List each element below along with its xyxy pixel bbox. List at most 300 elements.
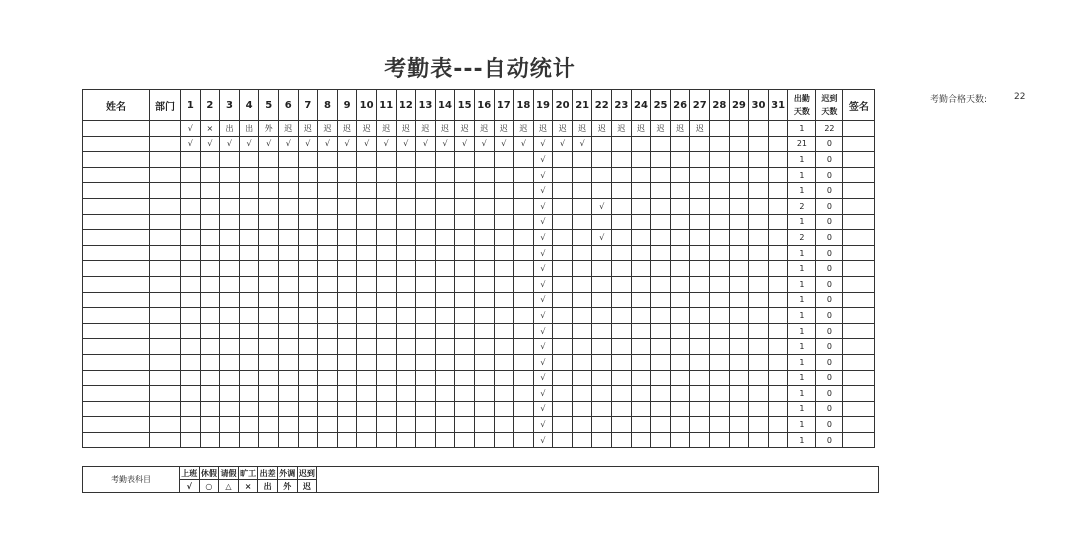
day-cell-18[interactable] xyxy=(514,354,534,370)
day-cell-5[interactable] xyxy=(259,370,279,386)
day-cell-19[interactable]: √ xyxy=(533,198,553,214)
day-cell-14[interactable] xyxy=(435,152,455,168)
day-cell-29[interactable] xyxy=(729,354,749,370)
name-cell[interactable] xyxy=(83,292,150,308)
day-cell-30[interactable] xyxy=(749,308,769,324)
day-cell-24[interactable] xyxy=(631,417,651,433)
day-cell-26[interactable] xyxy=(670,308,690,324)
day-cell-11[interactable] xyxy=(376,152,396,168)
day-cell-13[interactable] xyxy=(416,214,436,230)
signature-cell[interactable] xyxy=(843,276,875,292)
day-cell-21[interactable] xyxy=(572,308,592,324)
day-cell-28[interactable] xyxy=(710,432,730,448)
day-cell-17[interactable] xyxy=(494,230,514,246)
day-cell-26[interactable] xyxy=(670,214,690,230)
day-cell-10[interactable] xyxy=(357,386,377,402)
day-cell-5[interactable]: 外 xyxy=(259,121,279,137)
day-cell-20[interactable]: √ xyxy=(553,136,573,152)
signature-cell[interactable] xyxy=(843,183,875,199)
day-cell-8[interactable] xyxy=(318,308,338,324)
day-cell-27[interactable] xyxy=(690,276,710,292)
day-cell-20[interactable] xyxy=(553,323,573,339)
day-cell-22[interactable]: 迟 xyxy=(592,121,612,137)
day-cell-21[interactable] xyxy=(572,183,592,199)
department-cell[interactable] xyxy=(150,261,181,277)
day-cell-21[interactable] xyxy=(572,167,592,183)
day-cell-25[interactable] xyxy=(651,323,671,339)
day-cell-23[interactable] xyxy=(612,245,632,261)
day-cell-11[interactable] xyxy=(376,308,396,324)
day-cell-19[interactable]: √ xyxy=(533,276,553,292)
day-cell-13[interactable] xyxy=(416,230,436,246)
day-cell-17[interactable] xyxy=(494,370,514,386)
day-cell-9[interactable] xyxy=(337,308,357,324)
day-cell-3[interactable] xyxy=(220,198,240,214)
day-cell-10[interactable] xyxy=(357,261,377,277)
day-cell-5[interactable] xyxy=(259,245,279,261)
day-cell-22[interactable] xyxy=(592,323,612,339)
day-cell-22[interactable] xyxy=(592,167,612,183)
day-cell-1[interactable] xyxy=(181,386,201,402)
day-cell-29[interactable] xyxy=(729,401,749,417)
signature-cell[interactable] xyxy=(843,386,875,402)
day-cell-9[interactable] xyxy=(337,183,357,199)
day-cell-20[interactable] xyxy=(553,432,573,448)
day-cell-9[interactable] xyxy=(337,323,357,339)
day-cell-21[interactable] xyxy=(572,354,592,370)
day-cell-3[interactable] xyxy=(220,354,240,370)
day-cell-3[interactable]: 出 xyxy=(220,121,240,137)
day-cell-29[interactable] xyxy=(729,308,749,324)
day-cell-6[interactable] xyxy=(278,417,298,433)
day-cell-27[interactable] xyxy=(690,339,710,355)
day-cell-4[interactable] xyxy=(239,245,259,261)
day-cell-29[interactable] xyxy=(729,339,749,355)
day-cell-16[interactable] xyxy=(474,183,494,199)
day-cell-30[interactable] xyxy=(749,121,769,137)
day-cell-5[interactable] xyxy=(259,386,279,402)
day-cell-27[interactable] xyxy=(690,167,710,183)
day-cell-16[interactable]: √ xyxy=(474,136,494,152)
day-cell-28[interactable] xyxy=(710,167,730,183)
day-cell-7[interactable] xyxy=(298,245,318,261)
day-cell-17[interactable] xyxy=(494,432,514,448)
day-cell-24[interactable]: 迟 xyxy=(631,121,651,137)
day-cell-11[interactable] xyxy=(376,401,396,417)
day-cell-25[interactable] xyxy=(651,245,671,261)
day-cell-20[interactable] xyxy=(553,401,573,417)
day-cell-10[interactable] xyxy=(357,401,377,417)
day-cell-9[interactable] xyxy=(337,276,357,292)
day-cell-5[interactable]: √ xyxy=(259,136,279,152)
day-cell-15[interactable] xyxy=(455,198,475,214)
day-cell-18[interactable]: √ xyxy=(514,136,534,152)
day-cell-1[interactable] xyxy=(181,292,201,308)
day-cell-1[interactable] xyxy=(181,339,201,355)
department-cell[interactable] xyxy=(150,292,181,308)
day-cell-16[interactable] xyxy=(474,276,494,292)
day-cell-9[interactable] xyxy=(337,230,357,246)
day-cell-10[interactable] xyxy=(357,308,377,324)
day-cell-2[interactable] xyxy=(200,370,220,386)
day-cell-13[interactable] xyxy=(416,308,436,324)
day-cell-3[interactable] xyxy=(220,214,240,230)
name-cell[interactable] xyxy=(83,183,150,199)
day-cell-15[interactable] xyxy=(455,323,475,339)
department-cell[interactable] xyxy=(150,276,181,292)
day-cell-5[interactable] xyxy=(259,401,279,417)
day-cell-17[interactable] xyxy=(494,386,514,402)
day-cell-27[interactable] xyxy=(690,183,710,199)
day-cell-5[interactable] xyxy=(259,308,279,324)
day-cell-28[interactable] xyxy=(710,183,730,199)
day-cell-25[interactable] xyxy=(651,386,671,402)
day-cell-2[interactable] xyxy=(200,292,220,308)
day-cell-24[interactable] xyxy=(631,308,651,324)
day-cell-8[interactable] xyxy=(318,354,338,370)
day-cell-13[interactable] xyxy=(416,432,436,448)
day-cell-18[interactable] xyxy=(514,152,534,168)
day-cell-20[interactable] xyxy=(553,183,573,199)
day-cell-25[interactable] xyxy=(651,167,671,183)
day-cell-3[interactable] xyxy=(220,417,240,433)
day-cell-7[interactable] xyxy=(298,323,318,339)
day-cell-14[interactable] xyxy=(435,292,455,308)
day-cell-27[interactable] xyxy=(690,292,710,308)
department-cell[interactable] xyxy=(150,198,181,214)
day-cell-14[interactable] xyxy=(435,370,455,386)
day-cell-10[interactable] xyxy=(357,245,377,261)
day-cell-16[interactable]: 迟 xyxy=(474,121,494,137)
day-cell-10[interactable] xyxy=(357,417,377,433)
day-cell-8[interactable] xyxy=(318,152,338,168)
day-cell-8[interactable] xyxy=(318,214,338,230)
day-cell-30[interactable] xyxy=(749,401,769,417)
day-cell-6[interactable] xyxy=(278,167,298,183)
name-cell[interactable] xyxy=(83,308,150,324)
day-cell-20[interactable] xyxy=(553,261,573,277)
day-cell-22[interactable]: √ xyxy=(592,230,612,246)
day-cell-31[interactable] xyxy=(768,121,788,137)
day-cell-30[interactable] xyxy=(749,167,769,183)
day-cell-25[interactable] xyxy=(651,370,671,386)
department-cell[interactable] xyxy=(150,167,181,183)
day-cell-19[interactable]: √ xyxy=(533,308,553,324)
day-cell-10[interactable] xyxy=(357,323,377,339)
day-cell-27[interactable] xyxy=(690,136,710,152)
day-cell-1[interactable] xyxy=(181,432,201,448)
day-cell-10[interactable] xyxy=(357,214,377,230)
day-cell-6[interactable] xyxy=(278,152,298,168)
name-cell[interactable] xyxy=(83,370,150,386)
day-cell-27[interactable] xyxy=(690,214,710,230)
day-cell-2[interactable] xyxy=(200,230,220,246)
day-cell-1[interactable] xyxy=(181,370,201,386)
day-cell-3[interactable] xyxy=(220,386,240,402)
day-cell-15[interactable] xyxy=(455,308,475,324)
day-cell-12[interactable] xyxy=(396,308,416,324)
day-cell-6[interactable] xyxy=(278,386,298,402)
day-cell-2[interactable] xyxy=(200,401,220,417)
day-cell-17[interactable] xyxy=(494,276,514,292)
day-cell-17[interactable] xyxy=(494,198,514,214)
name-cell[interactable] xyxy=(83,339,150,355)
day-cell-28[interactable] xyxy=(710,401,730,417)
signature-cell[interactable] xyxy=(843,432,875,448)
day-cell-29[interactable] xyxy=(729,230,749,246)
day-cell-6[interactable] xyxy=(278,230,298,246)
day-cell-14[interactable] xyxy=(435,276,455,292)
department-cell[interactable] xyxy=(150,245,181,261)
day-cell-18[interactable] xyxy=(514,276,534,292)
day-cell-9[interactable] xyxy=(337,432,357,448)
day-cell-31[interactable] xyxy=(768,152,788,168)
day-cell-4[interactable] xyxy=(239,261,259,277)
day-cell-4[interactable] xyxy=(239,323,259,339)
day-cell-1[interactable] xyxy=(181,167,201,183)
day-cell-10[interactable] xyxy=(357,339,377,355)
day-cell-18[interactable] xyxy=(514,245,534,261)
day-cell-2[interactable] xyxy=(200,261,220,277)
day-cell-2[interactable]: √ xyxy=(200,136,220,152)
day-cell-6[interactable]: 迟 xyxy=(278,121,298,137)
day-cell-4[interactable] xyxy=(239,386,259,402)
day-cell-26[interactable] xyxy=(670,339,690,355)
day-cell-16[interactable] xyxy=(474,339,494,355)
day-cell-8[interactable] xyxy=(318,245,338,261)
day-cell-7[interactable] xyxy=(298,401,318,417)
day-cell-25[interactable] xyxy=(651,198,671,214)
day-cell-10[interactable] xyxy=(357,276,377,292)
day-cell-9[interactable]: 迟 xyxy=(337,121,357,137)
day-cell-6[interactable] xyxy=(278,183,298,199)
day-cell-19[interactable]: √ xyxy=(533,292,553,308)
day-cell-28[interactable] xyxy=(710,261,730,277)
day-cell-26[interactable] xyxy=(670,183,690,199)
day-cell-10[interactable] xyxy=(357,198,377,214)
day-cell-31[interactable] xyxy=(768,245,788,261)
day-cell-13[interactable] xyxy=(416,167,436,183)
day-cell-2[interactable] xyxy=(200,323,220,339)
day-cell-13[interactable] xyxy=(416,152,436,168)
day-cell-9[interactable] xyxy=(337,370,357,386)
day-cell-17[interactable] xyxy=(494,401,514,417)
day-cell-24[interactable] xyxy=(631,136,651,152)
day-cell-18[interactable] xyxy=(514,230,534,246)
day-cell-5[interactable] xyxy=(259,230,279,246)
day-cell-1[interactable] xyxy=(181,323,201,339)
day-cell-13[interactable] xyxy=(416,386,436,402)
day-cell-10[interactable] xyxy=(357,167,377,183)
day-cell-4[interactable] xyxy=(239,339,259,355)
day-cell-14[interactable]: 迟 xyxy=(435,121,455,137)
day-cell-7[interactable] xyxy=(298,370,318,386)
day-cell-26[interactable] xyxy=(670,417,690,433)
day-cell-9[interactable] xyxy=(337,198,357,214)
day-cell-2[interactable] xyxy=(200,276,220,292)
signature-cell[interactable] xyxy=(843,121,875,137)
day-cell-2[interactable] xyxy=(200,183,220,199)
day-cell-25[interactable] xyxy=(651,401,671,417)
day-cell-26[interactable] xyxy=(670,386,690,402)
day-cell-11[interactable] xyxy=(376,183,396,199)
day-cell-14[interactable] xyxy=(435,401,455,417)
day-cell-4[interactable] xyxy=(239,167,259,183)
day-cell-24[interactable] xyxy=(631,214,651,230)
day-cell-6[interactable] xyxy=(278,261,298,277)
day-cell-31[interactable] xyxy=(768,292,788,308)
day-cell-15[interactable] xyxy=(455,276,475,292)
day-cell-28[interactable] xyxy=(710,386,730,402)
day-cell-24[interactable] xyxy=(631,339,651,355)
day-cell-2[interactable] xyxy=(200,152,220,168)
day-cell-21[interactable] xyxy=(572,276,592,292)
day-cell-11[interactable] xyxy=(376,432,396,448)
day-cell-21[interactable] xyxy=(572,292,592,308)
day-cell-9[interactable] xyxy=(337,292,357,308)
day-cell-3[interactable]: √ xyxy=(220,136,240,152)
day-cell-30[interactable] xyxy=(749,417,769,433)
day-cell-29[interactable] xyxy=(729,183,749,199)
day-cell-13[interactable] xyxy=(416,183,436,199)
day-cell-14[interactable] xyxy=(435,167,455,183)
day-cell-19[interactable]: √ xyxy=(533,136,553,152)
day-cell-26[interactable] xyxy=(670,276,690,292)
day-cell-2[interactable] xyxy=(200,167,220,183)
day-cell-3[interactable] xyxy=(220,245,240,261)
day-cell-31[interactable] xyxy=(768,432,788,448)
department-cell[interactable] xyxy=(150,183,181,199)
signature-cell[interactable] xyxy=(843,230,875,246)
day-cell-17[interactable]: 迟 xyxy=(494,121,514,137)
signature-cell[interactable] xyxy=(843,292,875,308)
day-cell-24[interactable] xyxy=(631,432,651,448)
day-cell-12[interactable] xyxy=(396,183,416,199)
day-cell-8[interactable] xyxy=(318,370,338,386)
day-cell-23[interactable] xyxy=(612,198,632,214)
day-cell-14[interactable] xyxy=(435,230,455,246)
day-cell-6[interactable] xyxy=(278,401,298,417)
day-cell-22[interactable] xyxy=(592,354,612,370)
day-cell-9[interactable] xyxy=(337,386,357,402)
day-cell-26[interactable] xyxy=(670,432,690,448)
day-cell-31[interactable] xyxy=(768,230,788,246)
signature-cell[interactable] xyxy=(843,214,875,230)
department-cell[interactable] xyxy=(150,323,181,339)
day-cell-20[interactable] xyxy=(553,308,573,324)
day-cell-11[interactable] xyxy=(376,214,396,230)
day-cell-1[interactable] xyxy=(181,230,201,246)
day-cell-17[interactable] xyxy=(494,261,514,277)
day-cell-7[interactable] xyxy=(298,354,318,370)
day-cell-18[interactable] xyxy=(514,339,534,355)
day-cell-13[interactable]: √ xyxy=(416,136,436,152)
day-cell-27[interactable] xyxy=(690,386,710,402)
day-cell-26[interactable] xyxy=(670,230,690,246)
day-cell-30[interactable] xyxy=(749,245,769,261)
day-cell-23[interactable] xyxy=(612,417,632,433)
department-cell[interactable] xyxy=(150,308,181,324)
day-cell-30[interactable] xyxy=(749,276,769,292)
day-cell-18[interactable]: 迟 xyxy=(514,121,534,137)
name-cell[interactable] xyxy=(83,276,150,292)
day-cell-23[interactable] xyxy=(612,214,632,230)
day-cell-26[interactable] xyxy=(670,261,690,277)
day-cell-20[interactable] xyxy=(553,339,573,355)
day-cell-28[interactable] xyxy=(710,230,730,246)
day-cell-12[interactable] xyxy=(396,339,416,355)
day-cell-15[interactable] xyxy=(455,183,475,199)
signature-cell[interactable] xyxy=(843,167,875,183)
day-cell-29[interactable] xyxy=(729,323,749,339)
day-cell-22[interactable] xyxy=(592,432,612,448)
day-cell-28[interactable] xyxy=(710,370,730,386)
day-cell-27[interactable] xyxy=(690,245,710,261)
day-cell-21[interactable]: √ xyxy=(572,136,592,152)
signature-cell[interactable] xyxy=(843,245,875,261)
day-cell-3[interactable] xyxy=(220,261,240,277)
day-cell-15[interactable] xyxy=(455,214,475,230)
day-cell-19[interactable]: √ xyxy=(533,370,553,386)
day-cell-29[interactable] xyxy=(729,432,749,448)
day-cell-30[interactable] xyxy=(749,432,769,448)
day-cell-16[interactable] xyxy=(474,214,494,230)
day-cell-31[interactable] xyxy=(768,167,788,183)
day-cell-15[interactable] xyxy=(455,245,475,261)
day-cell-5[interactable] xyxy=(259,152,279,168)
day-cell-19[interactable]: √ xyxy=(533,152,553,168)
day-cell-20[interactable] xyxy=(553,354,573,370)
day-cell-1[interactable] xyxy=(181,354,201,370)
day-cell-3[interactable] xyxy=(220,292,240,308)
day-cell-4[interactable] xyxy=(239,432,259,448)
day-cell-28[interactable] xyxy=(710,308,730,324)
day-cell-8[interactable]: 迟 xyxy=(318,121,338,137)
day-cell-18[interactable] xyxy=(514,308,534,324)
day-cell-24[interactable] xyxy=(631,370,651,386)
signature-cell[interactable] xyxy=(843,308,875,324)
day-cell-18[interactable] xyxy=(514,183,534,199)
day-cell-23[interactable] xyxy=(612,183,632,199)
day-cell-19[interactable]: √ xyxy=(533,339,553,355)
day-cell-27[interactable] xyxy=(690,198,710,214)
day-cell-14[interactable] xyxy=(435,386,455,402)
day-cell-8[interactable] xyxy=(318,261,338,277)
day-cell-3[interactable] xyxy=(220,432,240,448)
day-cell-29[interactable] xyxy=(729,292,749,308)
day-cell-31[interactable] xyxy=(768,339,788,355)
day-cell-19[interactable]: √ xyxy=(533,386,553,402)
name-cell[interactable] xyxy=(83,121,150,137)
day-cell-7[interactable] xyxy=(298,167,318,183)
day-cell-1[interactable] xyxy=(181,276,201,292)
name-cell[interactable] xyxy=(83,417,150,433)
day-cell-15[interactable] xyxy=(455,230,475,246)
day-cell-3[interactable] xyxy=(220,152,240,168)
day-cell-20[interactable]: 迟 xyxy=(553,121,573,137)
day-cell-10[interactable]: √ xyxy=(357,136,377,152)
day-cell-9[interactable] xyxy=(337,339,357,355)
day-cell-25[interactable] xyxy=(651,230,671,246)
day-cell-22[interactable] xyxy=(592,214,612,230)
day-cell-16[interactable] xyxy=(474,167,494,183)
day-cell-11[interactable] xyxy=(376,417,396,433)
day-cell-29[interactable] xyxy=(729,121,749,137)
day-cell-8[interactable] xyxy=(318,167,338,183)
day-cell-11[interactable] xyxy=(376,245,396,261)
day-cell-7[interactable] xyxy=(298,183,318,199)
day-cell-23[interactable] xyxy=(612,401,632,417)
